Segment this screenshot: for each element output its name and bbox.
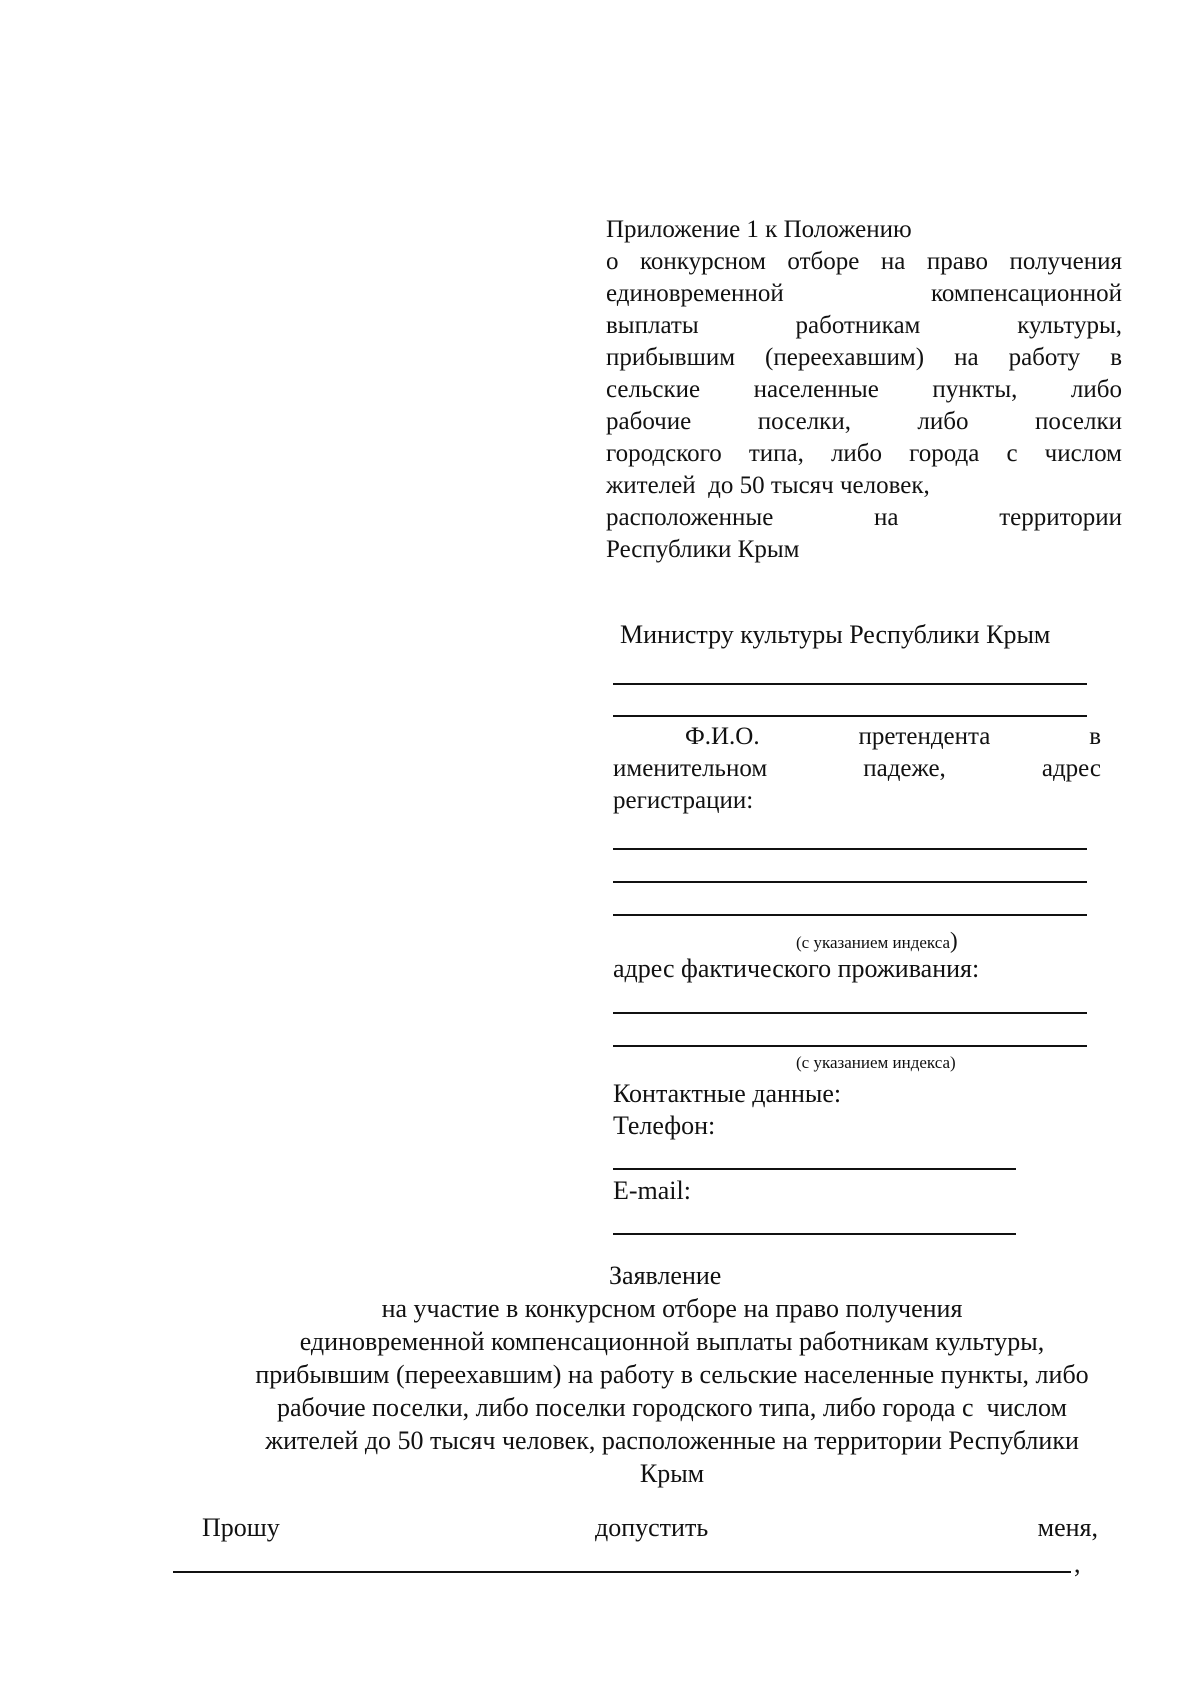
appendix-line: Республики Крым xyxy=(606,536,800,563)
statement-line: прибывшим (переехавшим) на работу в сельские населенные пункты, либо xyxy=(255,1360,1089,1389)
statement-line: рабочие поселки, либо поселки городского типа, либо города с числом xyxy=(277,1393,1067,1422)
phone-label: Телефон: xyxy=(613,1111,716,1140)
fio-caption-line: регистрации: xyxy=(613,787,754,814)
statement-line: на участие в конкурсном отборе на право получения xyxy=(381,1294,963,1323)
reg-address-line-3 xyxy=(613,914,1087,916)
appendix-line: расположенные на территории xyxy=(606,504,1122,531)
appendix-line: единовременной компенсационной xyxy=(606,280,1122,307)
statement-line: Крым xyxy=(639,1459,705,1488)
statement-line: единовременной компенсационной выплаты работникам культуры, xyxy=(299,1327,1045,1356)
actual-address-label: адрес фактического проживания: xyxy=(613,954,980,983)
statement-title: Заявление xyxy=(609,1261,722,1290)
fio-line-2 xyxy=(613,715,1087,717)
appendix-block xyxy=(606,214,1122,566)
index-note-1-text: (с указанием индекса xyxy=(796,933,951,952)
contacts-label: Контактные данные: xyxy=(613,1079,842,1108)
appendix-line: жителей до 50 тысяч человек, xyxy=(606,472,930,499)
appendix-line: о конкурсном отборе на право получения xyxy=(606,248,1122,275)
request-word: допустить xyxy=(595,1513,709,1542)
appendix-title: Приложение 1 к Положению xyxy=(606,216,912,243)
email-line xyxy=(613,1233,1016,1235)
appendix-line: прибывшим (переехавшим) на работу в xyxy=(606,344,1122,371)
addressee-to: Министру культуры Республики Крым xyxy=(620,620,1051,649)
request-row xyxy=(170,1512,1098,1546)
index-note-1-paren: ) xyxy=(950,928,958,953)
actual-address-line-2 xyxy=(613,1045,1087,1047)
name-blank-line xyxy=(173,1571,1071,1573)
reg-address-line-2 xyxy=(613,881,1087,883)
appendix-line: выплаты работникам культуры, xyxy=(606,312,1122,339)
reg-address-line-1 xyxy=(613,848,1087,850)
fio-line-1 xyxy=(613,683,1087,685)
actual-address-line-1 xyxy=(613,1012,1087,1014)
appendix-line: рабочие поселки, либо поселки xyxy=(606,408,1122,435)
request-word: Прошу xyxy=(202,1513,280,1542)
request-word: меня, xyxy=(1037,1513,1098,1542)
statement-line: жителей до 50 тысяч человек, расположенные на территории Республики xyxy=(265,1426,1079,1455)
trailing-comma: , xyxy=(1074,1549,1081,1578)
appendix-line: городского типа, либо города с числом xyxy=(606,440,1122,467)
email-label: E-mail: xyxy=(613,1176,691,1205)
appendix-line: сельские населенные пункты, либо xyxy=(606,376,1122,403)
fio-caption-line: Ф.И.О. претендента в xyxy=(685,723,1101,750)
index-note-2: (с указанием индекса) xyxy=(796,1053,956,1072)
phone-line xyxy=(613,1168,1016,1170)
fio-caption-line: именительном падеже, адрес xyxy=(613,755,1101,782)
fio-caption xyxy=(613,721,1101,817)
